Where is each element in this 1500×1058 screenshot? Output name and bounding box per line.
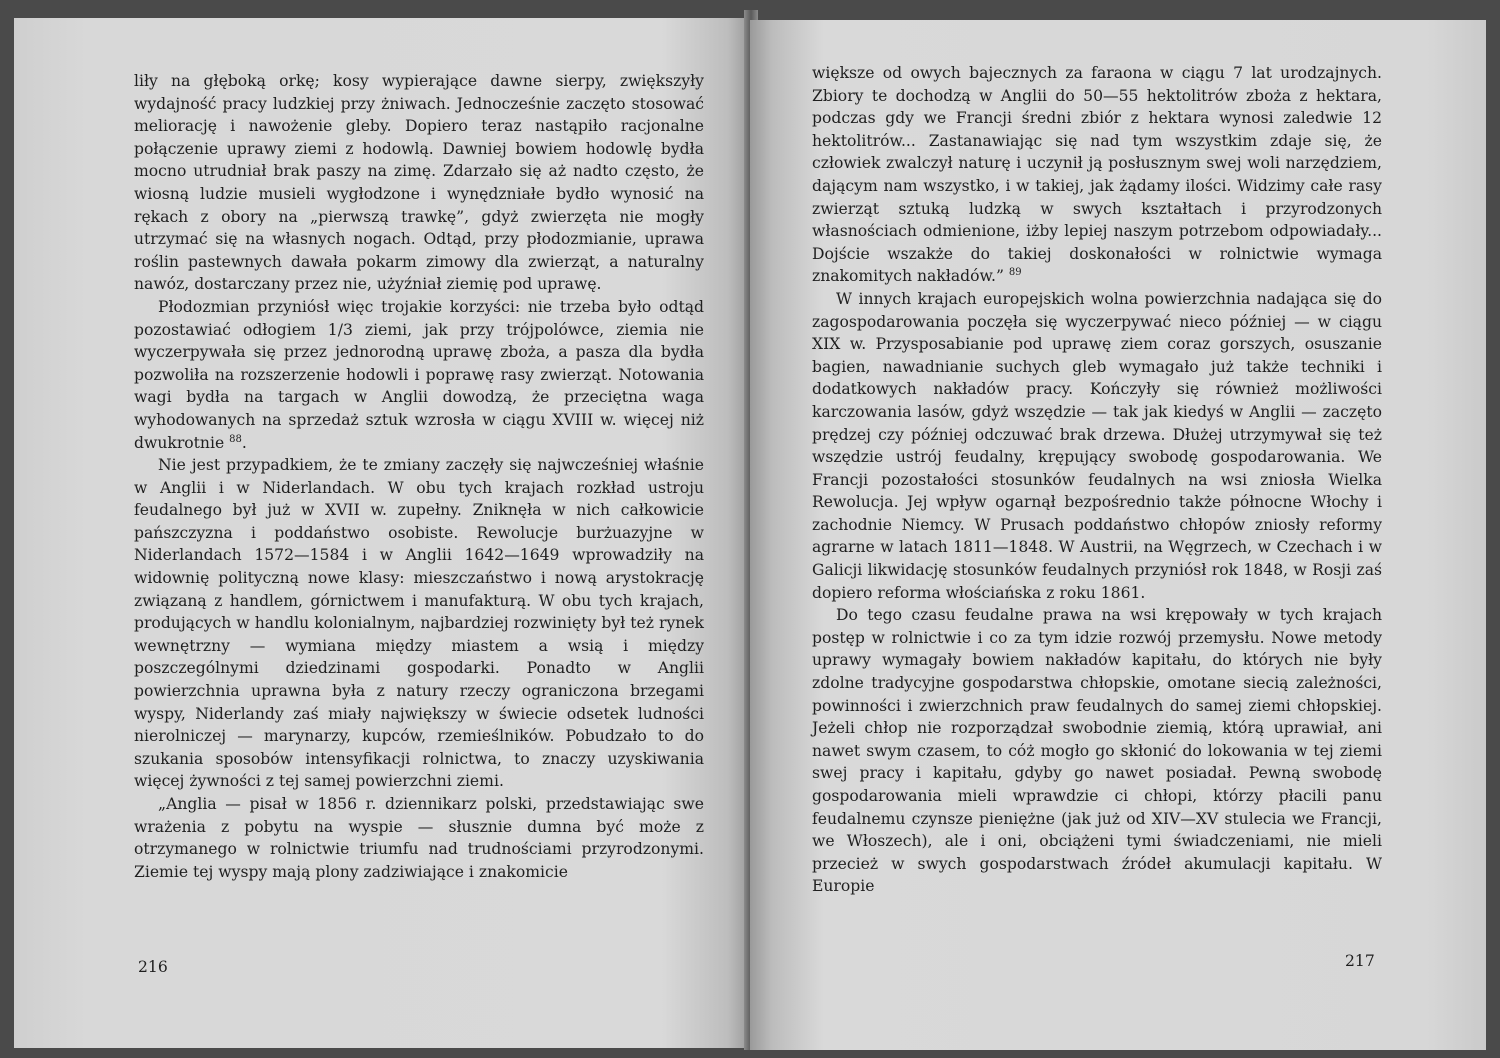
page-number-right: 217 — [1345, 952, 1375, 970]
left-paragraph-1: liły na głęboką orkę; kosy wypierające dawne sierpy, zwiększyły wydajność pracy ludzkiej przy żniwach. Jednocześnie zaczęto stosować meliorację i nawożenie gleby. Dopiero teraz nastąpiło racjonalne połączenie uprawy ziemi z hodowlą. Dawniej bowiem hodowlę bydła mocno utrudniał brak paszy na zimę. Zdarzało się aż nadto często, że wiosną ludzie musieli wygłodzone i wynędzniałe bydło wynosić na rękach z obory na „pierwszą trawkę”, gdyż zwierzęta nie mogły utrzymać się na własnych nogach. Odtąd, przy płodozmianie, uprawa roślin pastewnych dawała pokarm zimowy dla zwierząt, a naturalny nawóz, dostarczany przez nie, użyźniał ziemię pod uprawę. — [134, 72, 704, 294]
right-page-text — [812, 62, 1382, 898]
footnote-ref-88: 88 — [229, 433, 242, 445]
page-number-left: 216 — [138, 958, 168, 976]
left-page — [14, 18, 750, 1048]
left-paragraph-2: Płodozmian przyniósł więc trojakie korzyści: nie trzeba było odtąd pozostawiać odłogiem 1/3 ziemi, jak przy trójpolówce, ziemia nie wyczerpywała się przez jednorodną uprawę zboża, a pasza dla bydła pozwoliła na rozszerzenie hodowli i poprawę rasy zwierząt. Notowania wagi bydła na targach w Anglii dowodzą, że przeciętna waga wyhodowanych na sprzedaż sztuk wzrosła w ciągu XVIII w. więcej niż dwukrotnie $^{88}$. — [134, 297, 704, 452]
left-paragraph-2-text: Płodozmian przyniósł więc trojakie korzyści: nie trzeba było odtąd pozostawiać odłogiem 1/3 ziemi, jak przy trójpolówce, ziemia nie wyczerpywała się przez jednorodną uprawę zboża, a pasza dla bydła pozwoliła na rozszerzenie hodowli i poprawę rasy zwierząt. Notowania wagi bydła na targach w Anglii dowodzą, że przeciętna waga wyhodowanych na sprzedaż sztuk wzrosła w ciągu XVIII w. więcej niż dwukrotnie — [134, 297, 704, 452]
right-page — [750, 20, 1486, 1050]
left-page-text — [134, 70, 704, 883]
right-paragraph-3: Do tego czasu feudalne prawa na wsi krępowały w tych krajach postęp w rolnictwie i co za tym idzie rozwój przemysłu. Nowe metody uprawy wymagały bowiem nakładów kapitału, do których nie były zdolne tradycyjne gospodarstwa chłopskie, omotane siecią zależności, powinności i zwierzchnich praw feudalnych do samej ziemi chłopskiej. Jeżeli chłop nie rozporządzał swobodnie ziemią, którą uprawiał, ani nawet swym czasem, to cóż mogło go skłonić do lokowania w tej ziemi swej pracy i kapitału, gdyby go nawet posiadał. Pewną swobodę gospodarowania mieli wprawdzie ci chłopi, którzy płacili panu feudalnemu czynsze pieniężne (jak już od XIV—XV stulecia we Francji, we Włoszech), ale i oni, obciążeni tymi świadczeniami, nie mieli przecież w swych gospodarstwach źródeł akumulacji kapitału. W Europie — [812, 606, 1382, 896]
footnote-ref-89: 89 — [1008, 267, 1022, 279]
right-paragraph-1 — [812, 62, 1382, 288]
left-paragraph-4: „Anglia — pisał w 1856 r. dziennikarz polski, przedstawiając swe wrażenia z pobytu na wyspie — słusznie dumna być może z otrzymanego w rolnictwie triumfu nad trudnościami przyrodzonymi. Ziemie tej wyspy mają plony zadziwiające i znakomicie — [134, 795, 704, 881]
left-paragraph-3: Nie jest przypadkiem, że te zmiany zaczęły się najwcześniej właśnie w Anglii i w Niderlandach. W obu tych krajach rozkład ustroju feudalnego był już w XVII w. zupełny. Zniknęła w nich całkowicie pańszczyzna i poddaństwo osobiste. Rewolucje burżuazyjne w Niderlandach 1572—1584 i w Anglii 1642—1649 wprowadziły na widownię polityczną nowe klasy: mieszczaństwo i nową arystokrację związaną z handlem, górnictwem i manufakturą. W obu tych krajach, produjących w handlu kolonialnym, najbardziej rozwinięty był też rynek wewnętrzny — wymiana między miastem a wsią i między poszczególnymi dziedzinami gospodarki. Ponadto w Anglii powierzchnia uprawna była z natury rzeczy ograniczona brzegami wyspy, Niderlandy zaś miały największy w świecie odsetek ludności nierolniczej — marynarzy, kupców, rzemieślników. Pobudzało to do szukania sposobów intensyfikacji rolnictwa, to znaczy uzyskiwania więcej żywności z tej samej powierzchni ziemi. — [134, 456, 704, 791]
right-paragraph-1-text: większe od owych bajecznych za faraona w ciągu 7 lat urodzajnych. Zbiory te dochodzą w Anglii do 50—55 hektolitrów zboża z hektara, podczas gdy we Francji średni zbiór z hektara wynosi zaledwie 12 hektolitrów... Zastanawiając się nad tym wszystkim zdaje się, że człowiek zwalczył naturę i uczynił ją posłusznym swej woli narzędziem, dającym nam wszystko, i w takiej, jak żądamy ilości. Widzimy całe rasy zwierząt sztuką ludzką w swych kształtach i przyrodzonych własnościach odmienione, iżby lepiej naszym potrzebom odpowiadały... Dojście wszakże do takiej doskonałości w rolnictwie wymaga znakomitych nakładów.” — [812, 64, 1382, 286]
right-paragraph-2: W innych krajach europejskich wolna powierzchnia nadająca się do zagospodarowania poczęła się wyczerpywać nieco później — w ciągu XIX w. Przysposabianie pod uprawę ziem coraz gorszych, osuszanie bagien, nawadnianie suchych gleb wymagało już także techniki i dodatkowych nakładów pracy. Kończyły się również możliwości karczowania lasów, gdyż wszędzie — tak jak kiedyś w Anglii — zaczęto prędzej czy później odczuwać brak drzewa. Dłużej utrzymywał się też wszędzie ustrój feudalny, krępujący swobodę gospodarowania. We Francji pozostałości stosunków feudalnych na wsi zniosła Wielka Rewolucja. Jej wpływ ogarnął bezpośrednio także północne Włochy i zachodnie Niemcy. W Prusach poddaństwo chłopów zniosły reformy agrarne w latach 1811—1848. W Austrii, na Węgrzech, w Czechach i w Galicji likwidację stosunków feudalnych przyniósł rok 1848, w Rosji zaś dopiero reforma włościańska z roku 1861. — [812, 289, 1382, 602]
